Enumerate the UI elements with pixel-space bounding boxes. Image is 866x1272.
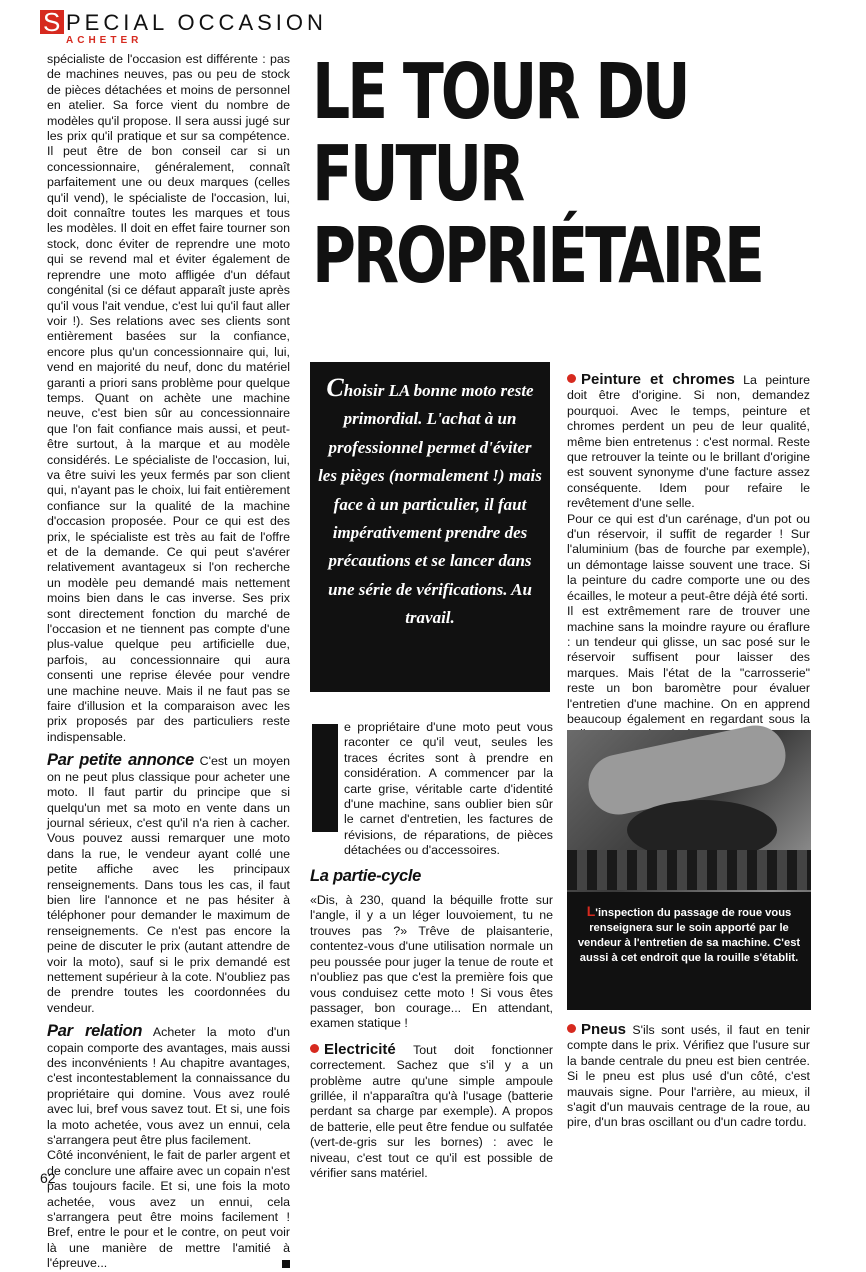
callout-text: hoisir LA bonne moto reste primordial. L'achat à un professionnel permet d'éviter les pièges (normalement !) mais face à un particulier, il faut impérativement prendre des précautions et se lancer dans une série de vérifications. Au travail.	[318, 381, 542, 628]
col3-paragraph-3: Il est extrêmement rare de trouver une machine sans la moindre rayure ou éraflure : un tendeur qui glisse, un sac posé sur le réservoir suffisent pour laisser des marques. Mais l'état de la "carrosserie" reste un bon baromètre pour évaluer l'entretien d'une machine. On en apprend beaucoup également en regardant sous la	[567, 604, 810, 726]
bullet-icon	[567, 374, 576, 383]
motorcycle-photo	[567, 730, 811, 1010]
callout-box	[310, 362, 550, 692]
headline-line-3: PROPRIÉTAIRE	[312, 212, 762, 301]
headline-line-2: FUTUR	[312, 130, 523, 219]
callout-dropcap: C	[326, 373, 344, 402]
col3-pneus	[567, 1022, 810, 1131]
photo-tire-shape	[567, 850, 811, 890]
col3-peinture	[567, 372, 810, 512]
headline	[312, 48, 762, 301]
col2-subhead-partie	[310, 866, 553, 885]
photo-caption	[567, 892, 811, 1010]
caption-text: 'inspection du passage de roue vous renseignera sur le soin apporté par le vendeur à l'entretien de sa machine. C'est aussi à cet endroit que la rouille s'établit.	[577, 907, 801, 964]
col1-paragraph-4	[47, 1148, 290, 1271]
col1-paragraph-3	[47, 1024, 290, 1148]
column-2	[310, 720, 553, 1181]
headline-line-1: LE TOUR DU	[312, 48, 688, 137]
col1-paragraph-2-text: C'est un moyen on ne peut plus classique pour acheter une moto. Il faut partir du principe que si quelqu'un met sa moto en vente dans un journal sérieux, c'est qu'il n'a rien à cacher. Vous pouvez aussi remarquer une moto dans la rue, le vendeur ayant collé une petite affiche avec les principaux renseignements. Dans tous les cas, il faut bien lire l'annonce et ne pas hésiter à téléphoner pour demander le maximum de renseignements. Ce n'est pas encore la peine de discuter le prix (autant attendre de voir la moto), sauf si le prix demandé est nettement supérieur à la cote. N'oubliez pas de prendre toutes les coordonnées du vendeur.	[47, 754, 290, 1015]
column-1	[47, 52, 290, 1272]
subhead-partie-cycle: La partie-cycle	[310, 866, 422, 885]
col1-paragraph-1: spécialiste de l'occasion est différente : pas de machines neuves, pas ou peu de stock de pièces détachées et moins de personnel en atelier. Sa force vient du nombre de modèles qu'il propose. Il sera aussi jugé sur les prix qu'il pratique et sur sa compétence. Il peut être de bon conseil car si un concessionnaire, généralement, connaît parfaitement une ou deux marques (celles qu'il vend), le spécialiste de l'occasion, lui, doit connaître toutes les marques et tous les modèles. Il doit en effet faire tourner son stock, donc éviter de reprendre une moto qui se revend mal et éviter également de reprendre une moto affligée d'un défaut congénital (si ce défaut apparaît juste après qu'il vous l'ait vendue, c'est lui qu'il faut aller voir !). Ses relations avec ses clients sont entièrement basées sur la confiance, encore plus qu'un concessionnaire qui, lui, vend en majorité du neuf, donc du matériel garanti a priori sans problème pour quelque temps. Quant on achète une machine neuve, c'est bien sûr au concessionnaire que l'on fait confiance mais aussi, et peut-être surtout, à la marque et au modèle considérés. Le spécialiste de l'occasion, lui, va être suivi les yeux fermés par son client qui, n'ayant pas le choix, lui fait entièrement confiance sur la qualité de la machine d'occasion proposée. Pour ce qui est des prix, le spécialiste est très au fait de l'offre et de la demande. Ce qui peut s'avérer relativement avantageux si l'on recherche un modèle peu demandé mais nettement moins bien dans le cas inverse. Ses prix sont directement fonction du marché de l'occasion et ne tiennent pas compte d'une plus-value quelque peu artificielle due, parfois, au concessionnaire qui aura consenti une reprise élevée pour vendre une machine neuve. Mais il ne faut pas se faire d'illusion et la comparaison avec les prix proposés par des particuliers reste indispensable.	[47, 52, 290, 744]
caption-dropcap: L	[586, 903, 596, 919]
col2-electricite	[310, 1042, 553, 1182]
col1-paragraph-4-text: Côté inconvénient, le fait de parler argent et de conclure une affaire avec un copain n'est pas toujours facile. Et si, une fois la moto achetée, vous avez un ennui, cela s'arrangera peut être moins facilement ! Bref, entre le pour et le contre, on peut voir là une manière de mettre l'amitié à l'épreuve...	[47, 1148, 290, 1271]
bullet-icon	[310, 1044, 319, 1053]
subhead-relation: Par relation	[47, 1022, 143, 1041]
col2-partie-text: «Dis, à 230, quand la béquille frotte sur l'angle, il y a un léger louvoiement, tu ne trouves pas ?» Trêve de plaisanterie, contentez-vous d'une utilisation normale un peu poussée pour juger la tenue de route et n'oubliez pas que c'est la première fois que vous conduisez cette moto ! Si vous êtes passager, bon courage... En attendant, examen statique !	[310, 893, 553, 1031]
subhead-petite-annonce: Par petite annonce	[47, 751, 194, 770]
subhead-electricite: Electricité	[324, 1040, 396, 1058]
page-number: 62	[40, 1170, 56, 1186]
column-3	[567, 372, 810, 743]
col2-electricite-text: Tout doit fonctionner correctement. Sachez que s'il y a un problème autre qu'une simple ampoule grillée, il n'apparaîtra qu'à l'usage (batterie perdant sa charge par exemple). A propos de batterie, elle peut être fendue ou sulfatée (vert-de-gris sur les bornes) : avec le niveau, c'est tout ce qu'il est possible de vérifier sans matériel.	[310, 1042, 553, 1180]
header-subtitle: ACHETER	[66, 35, 143, 46]
bullet-icon	[567, 1024, 576, 1033]
end-mark-icon	[282, 1260, 290, 1268]
header-first-letter: S	[43, 7, 61, 37]
col2-intro: e propriétaire d'une moto peut vous raconter ce qu'il veut, seules les traces écrites sont à prendre en considération. A commencer par la carte grise, véritable carte d'identité d'une machine, sans oublier bien sûr le carnet d'entretien, les factures de révisions, de réparations, de pièces détachées ou d'accessoires.	[344, 720, 553, 858]
header-title: PECIAL OCCASION	[66, 10, 327, 35]
col3-paragraph-2: Pour ce qui est d'un carénage, d'un pot ou d'un réservoir, il suffit de regarder ! Sur l'aluminium (bas de fourche par exemple), un démontage laisse souvent une trace. Si la peinture du cadre comporte une ou des écailles, le moteur a peut-être déjà été sorti.	[567, 511, 810, 603]
subhead-pneus: Pneus	[581, 1021, 627, 1038]
col3-peinture-text: La peinture doit être d'origine. Si non, demandez pourquoi. Avec le temps, peinture et chromes perdent un peu de leur qualité, même bien entretenus : c'est normal. Reste que retrouver la teinte ou le brillant d'origine est souvent synonyme d'une facture assez conséquente. Idem pour refaire le revêtement d'une selle.	[567, 373, 810, 511]
col3-pneus-text: S'ils sont usés, il faut en tenir compte dans le prix. Vérifiez que l'usure sur la bande centrale du pneu est bien centrée. Si le pneu est plus usé d'un côté, c'est mauvais signe. Pour l'arrière, au mieux, il s'agit d'un mauvais centrage de la roue, au pire, d'un bras oscillant ou d'un cadre tordu.	[567, 1023, 810, 1130]
col1-paragraph-3-text: Acheter la moto d'un copain comporte des avantages, mais aussi des inconvénients ! Au chapitre avantages, c'est incontestablement la connaissance du propriétaire qui domine. Vous avez roulé avec lui, bref vous savez tout. Et si, une fois la moto achetée, vous avez un ennui, cela s'arrangera peut être plus facilement.	[47, 1025, 290, 1148]
subhead-peinture: Peinture et chromes	[581, 371, 735, 388]
column-3-pneus	[567, 1022, 810, 1131]
col1-paragraph-2	[47, 753, 290, 1016]
